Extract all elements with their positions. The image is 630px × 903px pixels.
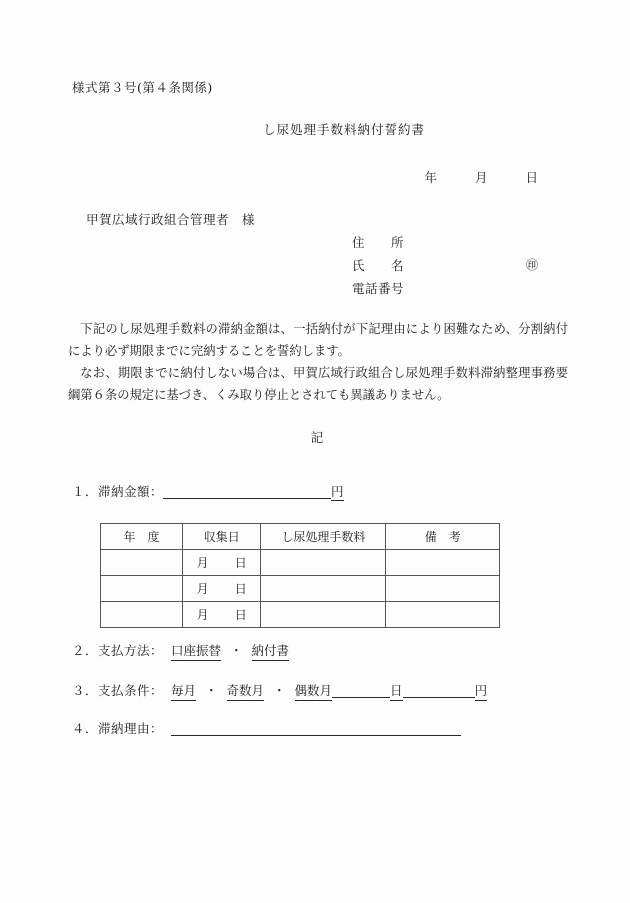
cell-collection-date[interactable] [183, 550, 261, 576]
item2-separator: ・ [229, 643, 243, 658]
table-row [101, 602, 500, 628]
ki-marker: 記 [310, 430, 324, 445]
date-month-label: 月 [475, 170, 488, 185]
cell-fee[interactable] [261, 550, 386, 576]
table-row [101, 576, 500, 602]
item3-separator-2: ・ [273, 683, 286, 698]
table-header-row [101, 524, 500, 550]
item4-label: ４．滞納理由： [72, 721, 164, 736]
body-paragraph-2: なお、期限までに納付しない場合は、甲賀広域行政組合し尿処理手数料滞納整理事務要綱第６条の規定に基づき、くみ取り停止とされても異議ありません。 [68, 366, 568, 402]
option-even-months[interactable]: 偶数月 [295, 681, 333, 701]
item1-label: １．滞納金額： [72, 484, 164, 499]
item-delinquency-reason [72, 719, 461, 737]
item3-money-unit: 円 [475, 681, 488, 701]
addressee-line: 甲賀広域行政組合管理者 様 [86, 212, 256, 227]
item1-unit: 円 [331, 484, 344, 499]
date-line [425, 168, 538, 186]
cell-year[interactable] [101, 576, 183, 602]
item1-amount-blank[interactable] [163, 483, 331, 499]
cell-month-label: 月 [196, 608, 209, 622]
body-paragraph-1: 下記のし尿処理手数料の滞納金額は、一括納付が下記理由により困難なため、分割納付により必ず期限までに完納することを誓約します。 [68, 322, 568, 358]
sender-address-row [352, 231, 542, 254]
address-label: 住 所 [352, 235, 405, 250]
option-bank-transfer[interactable]: 口座振替 [171, 641, 221, 661]
header-year: 年 度 [101, 524, 183, 550]
item-payment-method [72, 641, 289, 661]
cell-year[interactable] [101, 602, 183, 628]
cell-day-label: 日 [234, 582, 247, 596]
cell-note[interactable] [386, 550, 500, 576]
item4-reason-blank[interactable] [171, 720, 461, 736]
form-number: 様式第３号(第４条関係) [72, 80, 213, 95]
phone-label: 電話番号 [352, 281, 405, 296]
item3-day-blank[interactable] [332, 682, 390, 698]
header-note: 備 考 [386, 524, 500, 550]
page-title: し尿処理手数料納付誓約書 [262, 122, 425, 137]
fee-table [100, 523, 500, 628]
name-label: 氏 名 [352, 258, 405, 273]
option-odd-months[interactable]: 奇数月 [227, 681, 265, 701]
cell-year[interactable] [101, 550, 183, 576]
item2-label: ２．支払方法： [72, 643, 164, 658]
header-collection-date: 収集日 [183, 524, 261, 550]
item3-label: ３．支払条件： [72, 683, 164, 698]
item3-amount-blank[interactable] [403, 682, 475, 698]
cell-collection-date[interactable] [183, 602, 261, 628]
cell-day-label: 日 [234, 556, 247, 570]
option-monthly[interactable]: 毎月 [171, 681, 196, 701]
cell-note[interactable] [386, 576, 500, 602]
option-payment-slip[interactable]: 納付書 [252, 641, 290, 661]
cell-fee[interactable] [261, 576, 386, 602]
cell-month-label: 月 [196, 556, 209, 570]
item-delinquent-amount [72, 482, 344, 500]
cell-day-label: 日 [234, 608, 247, 622]
sender-block [352, 231, 542, 300]
item-payment-terms [72, 681, 487, 701]
header-fee: し尿処理手数料 [261, 524, 386, 550]
cell-month-label: 月 [196, 582, 209, 596]
sender-phone-row [352, 277, 542, 300]
body-text [68, 318, 568, 406]
cell-fee[interactable] [261, 602, 386, 628]
item3-separator-1: ・ [204, 683, 218, 698]
cell-note[interactable] [386, 602, 500, 628]
seal-icon: ㊞ [525, 258, 538, 272]
cell-collection-date[interactable] [183, 576, 261, 602]
date-year-label: 年 [424, 170, 438, 185]
item3-day-unit: 日 [390, 681, 403, 701]
date-day-label: 日 [525, 170, 538, 185]
sender-name-row [352, 254, 542, 277]
table-row [101, 550, 500, 576]
